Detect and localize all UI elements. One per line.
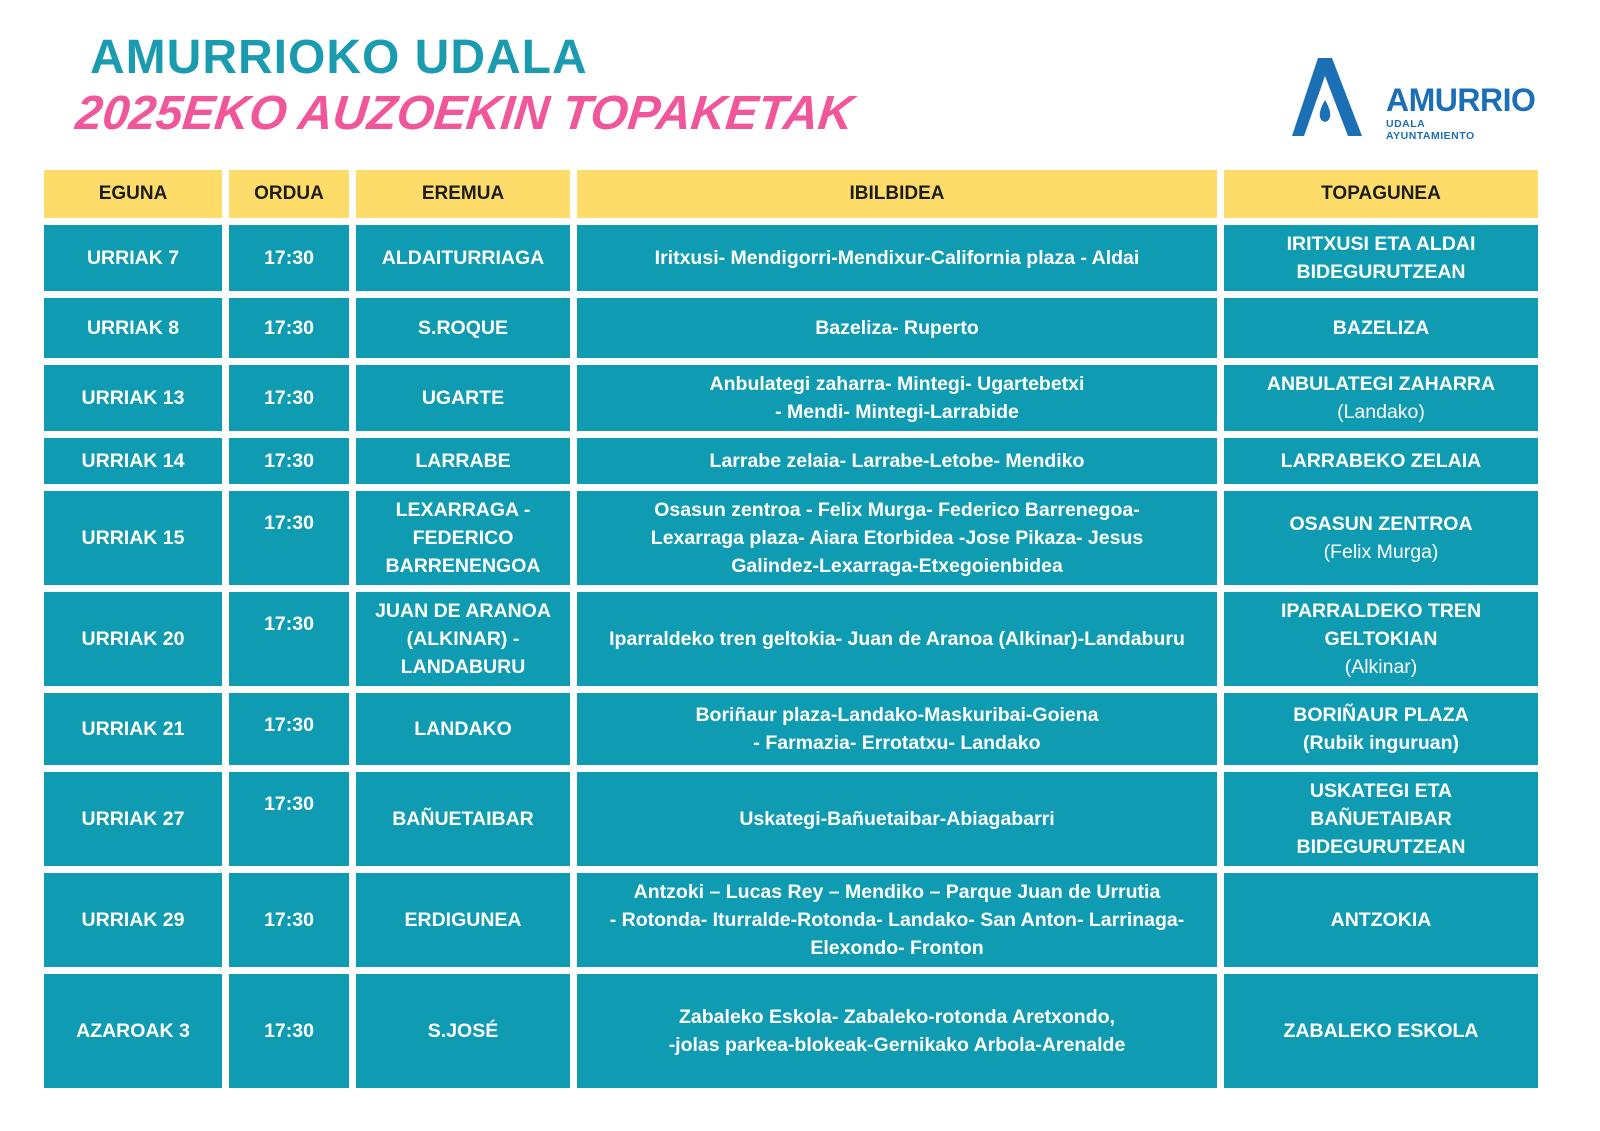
meeting-line: OSASUN ZENTROA xyxy=(1289,513,1473,535)
route-cell xyxy=(577,693,1217,765)
route-cell xyxy=(577,438,1217,484)
meeting-line: ANTZOKIA xyxy=(1330,909,1432,931)
area-cell xyxy=(356,491,570,585)
page-title: AMURRIOKO UDALA xyxy=(90,31,588,84)
time-text: 17:30 xyxy=(264,714,314,736)
meeting-note: (Alkinar) xyxy=(1344,656,1418,678)
time-text: 17:30 xyxy=(264,247,314,269)
route-line: Iritxusi- Mendigorri-Mendixur-California plaza - Aldai xyxy=(654,247,1140,269)
time-cell xyxy=(229,592,349,686)
route-cell xyxy=(577,491,1217,585)
meeting-point-cell xyxy=(1224,365,1538,431)
time-cell xyxy=(229,772,349,866)
time-text: 17:30 xyxy=(264,909,314,931)
day-text: URRIAK 27 xyxy=(81,808,185,830)
amurrio-a-logo-icon xyxy=(1290,54,1370,140)
day-text: AZAROAK 3 xyxy=(76,1020,190,1042)
route-cell xyxy=(577,772,1217,866)
meeting-point-cell xyxy=(1224,225,1538,291)
route-line: Larrabe zelaia- Larrabe-Letobe- Mendiko xyxy=(709,450,1085,472)
area-line: LANDABURU xyxy=(400,656,526,678)
time-cell xyxy=(229,873,349,967)
day-text: URRIAK 7 xyxy=(86,247,180,269)
page-subtitle: 2025EKO AUZOEKIN TOPAKETAK xyxy=(73,87,856,140)
time-text: 17:30 xyxy=(264,450,314,472)
route-line: -jolas parkea-blokeak-Gernikako Arbola-Arenalde xyxy=(668,1034,1126,1056)
day-text: URRIAK 20 xyxy=(81,628,185,650)
time-cell xyxy=(229,491,349,585)
meeting-point-cell xyxy=(1224,772,1538,866)
route-cell xyxy=(577,974,1217,1088)
area-line: S.JOSÉ xyxy=(427,1020,499,1042)
route-line: Boriñaur plaza-Landako-Maskuribai-Goiena xyxy=(695,704,1099,726)
meeting-point-cell xyxy=(1224,592,1538,686)
area-line: LARRABE xyxy=(415,450,511,472)
route-line: Anbulategi zaharra- Mintegi- Ugartebetxi xyxy=(709,373,1085,395)
area-line: ERDIGUNEA xyxy=(404,909,522,931)
route-cell xyxy=(577,225,1217,291)
area-cell xyxy=(356,298,570,358)
route-line: Uskategi-Bañuetaibar-Abiagabarri xyxy=(739,808,1055,830)
table-header-row xyxy=(44,170,1564,218)
time-text: 17:30 xyxy=(264,317,314,339)
time-text: 17:30 xyxy=(264,793,314,815)
route-line: Lexarraga plaza- Aiara Etorbidea -Jose Pikaza- Jesus xyxy=(650,527,1144,549)
column-header-ibilbidea: IBILBIDEA xyxy=(577,170,1217,218)
area-line: LEXARRAGA - xyxy=(395,499,531,521)
area-line: UGARTE xyxy=(421,387,505,409)
route-line: - Farmazia- Errotatxu- Landako xyxy=(753,732,1041,754)
route-line: Zabaleko Eskola- Zabaleko-rotonda Aretxondo, xyxy=(679,1006,1115,1028)
time-text: 17:30 xyxy=(264,1020,314,1042)
area-cell xyxy=(356,974,570,1088)
time-cell xyxy=(229,225,349,291)
day-text: URRIAK 15 xyxy=(81,527,185,549)
column-header-topagunea: TOPAGUNEA xyxy=(1224,170,1538,218)
day-cell xyxy=(44,225,222,291)
day-cell xyxy=(44,772,222,866)
logo-line-1: UDALA xyxy=(1386,118,1426,130)
area-line: FEDERICO xyxy=(412,527,514,549)
route-cell xyxy=(577,298,1217,358)
time-text: 17:30 xyxy=(264,512,314,534)
route-cell xyxy=(577,592,1217,686)
table-row xyxy=(44,974,1564,1088)
meeting-point-cell xyxy=(1224,974,1538,1088)
table-row xyxy=(44,693,1564,765)
logo-brand: AMURRIO xyxy=(1386,82,1536,118)
route-line: - Mendi- Mintegi-Larrabide xyxy=(775,401,1019,423)
meeting-point-cell xyxy=(1224,693,1538,765)
day-text: URRIAK 29 xyxy=(81,909,185,931)
meeting-point-cell xyxy=(1224,298,1538,358)
day-cell xyxy=(44,438,222,484)
day-cell xyxy=(44,365,222,431)
meeting-line: IPARRALDEKO TREN xyxy=(1280,600,1482,622)
route-line: Antzoki – Lucas Rey – Mendiko – Parque Juan de Urrutia xyxy=(633,881,1161,903)
meeting-note: (Felix Murga) xyxy=(1323,541,1439,563)
table-row xyxy=(44,873,1564,967)
time-text: 17:30 xyxy=(264,387,314,409)
meeting-line: IRITXUSI ETA ALDAI xyxy=(1286,233,1476,255)
meeting-point-cell xyxy=(1224,438,1538,484)
route-line: Osasun zentroa - Felix Murga- Federico Barrenegoa- xyxy=(654,499,1140,521)
day-text: URRIAK 8 xyxy=(86,317,180,339)
table-row xyxy=(44,365,1564,431)
area-cell xyxy=(356,873,570,967)
amurrio-logo xyxy=(1290,52,1550,142)
meeting-point-cell xyxy=(1224,873,1538,967)
table-row xyxy=(44,225,1564,291)
meeting-line: GELTOKIAN xyxy=(1324,628,1438,650)
meeting-line: BAÑUETAIBAR xyxy=(1310,808,1452,830)
area-line: (ALKINAR) - xyxy=(406,628,520,650)
time-cell xyxy=(229,974,349,1088)
meeting-line: BIDEGURUTZEAN xyxy=(1296,261,1466,283)
column-header-eremua: EREMUA xyxy=(356,170,570,218)
meeting-line: ANBULATEGI ZAHARRA xyxy=(1266,373,1496,395)
schedule-table xyxy=(44,170,1564,1095)
time-text: 17:30 xyxy=(264,613,314,635)
area-line: LANDAKO xyxy=(414,718,512,740)
column-header-ordua: ORDUA xyxy=(229,170,349,218)
meeting-line: BIDEGURUTZEAN xyxy=(1296,836,1466,858)
area-cell xyxy=(356,365,570,431)
day-cell xyxy=(44,873,222,967)
day-cell xyxy=(44,491,222,585)
meeting-line: (Rubik inguruan) xyxy=(1303,732,1459,754)
day-text: URRIAK 21 xyxy=(81,718,185,740)
route-line: Galindez-Lexarraga-Etxegoienbidea xyxy=(731,555,1063,577)
area-line: JUAN DE ARANOA xyxy=(375,600,551,622)
table-row xyxy=(44,772,1564,866)
meeting-note: (Landako) xyxy=(1337,401,1425,423)
day-cell xyxy=(44,298,222,358)
meeting-line: BAZELIZA xyxy=(1332,317,1430,339)
area-cell xyxy=(356,693,570,765)
day-cell xyxy=(44,974,222,1088)
logo-line-2: AYUNTAMIENTO xyxy=(1386,130,1475,142)
meeting-line: USKATEGI ETA xyxy=(1309,780,1453,802)
route-line: - Rotonda- Iturralde-Rotonda- Landako- San Anton- Larrinaga- xyxy=(609,909,1185,931)
table-row xyxy=(44,298,1564,358)
day-cell xyxy=(44,592,222,686)
route-line: Elexondo- Fronton xyxy=(810,937,984,959)
area-line: BARRENENGOA xyxy=(385,555,541,577)
day-cell xyxy=(44,693,222,765)
column-header-eguna: EGUNA xyxy=(44,170,222,218)
day-text: URRIAK 13 xyxy=(81,387,185,409)
meeting-line: LARRABEKO ZELAIA xyxy=(1280,450,1482,472)
area-line: S.ROQUE xyxy=(418,317,508,339)
time-cell xyxy=(229,693,349,765)
meeting-line: BORIÑAUR PLAZA xyxy=(1293,704,1469,726)
table-row xyxy=(44,438,1564,484)
area-cell xyxy=(356,225,570,291)
area-cell xyxy=(356,772,570,866)
route-cell xyxy=(577,873,1217,967)
route-cell xyxy=(577,365,1217,431)
meeting-point-cell xyxy=(1224,491,1538,585)
table-body xyxy=(44,225,1564,1088)
route-line: Bazeliza- Ruperto xyxy=(815,317,979,339)
table-row xyxy=(44,592,1564,686)
time-cell xyxy=(229,298,349,358)
day-text: URRIAK 14 xyxy=(81,450,185,472)
area-line: BAÑUETAIBAR xyxy=(392,808,534,830)
meeting-line: ZABALEKO ESKOLA xyxy=(1283,1020,1479,1042)
area-cell xyxy=(356,592,570,686)
route-line: Iparraldeko tren geltokia- Juan de Aranoa (Alkinar)-Landaburu xyxy=(609,628,1185,650)
time-cell xyxy=(229,438,349,484)
table-row xyxy=(44,491,1564,585)
area-line: ALDAITURRIAGA xyxy=(381,247,545,269)
area-cell xyxy=(356,438,570,484)
time-cell xyxy=(229,365,349,431)
